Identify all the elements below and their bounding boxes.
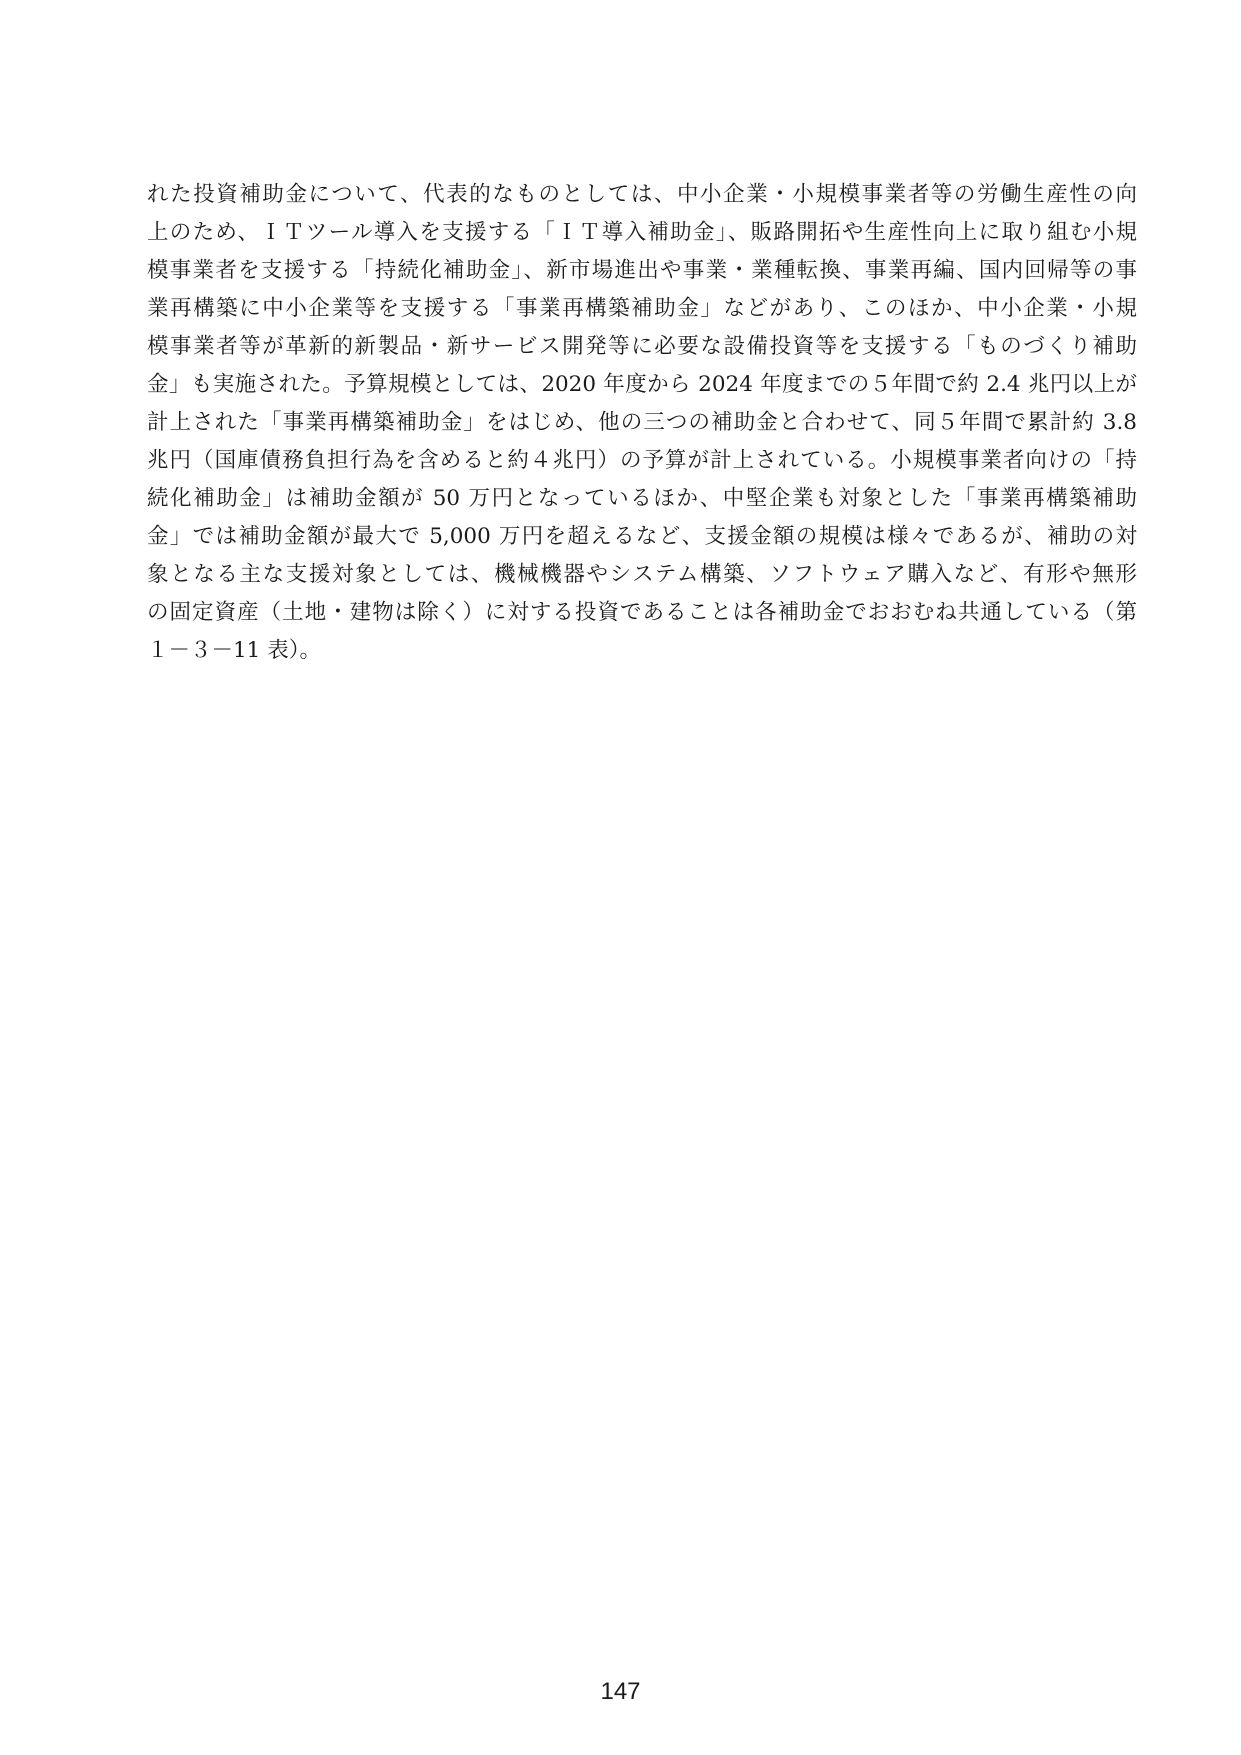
paragraph-line: 業再構築に中小企業等を支援する「事業再構築補助金」などがあり、このほか、中小企業・小規 (147, 296, 1137, 321)
paragraph-line: 金」では補助金額が最大で 5,000 万円を超えるなど、支援金額の規模は様々であるが、補助の対 (147, 524, 1137, 549)
paragraph-line: の固定資産（土地・建物は除く）に対する投資であることは各補助金でおおむね共通している（第 (147, 600, 1137, 625)
paragraph-line: 計上された「事業再構築補助金」をはじめ、他の三つの補助金と合わせて、同５年間で累計約 3.8 (147, 410, 1137, 435)
paragraph-line: 続化補助金」は補助金額が 50 万円となっているほか、中堅企業も対象とした「事業再構築補助 (147, 486, 1137, 511)
body-paragraph (147, 176, 1137, 670)
paragraph-line: 模事業者等が革新的新製品・新サービス開発等に必要な設備投資等を支援する「ものづくり補助 (147, 334, 1137, 359)
paragraph-line: 象となる主な支援対象としては、機械機器やシステム構築、ソフトウェア購入など、有形や無形 (147, 562, 1137, 587)
page-number: 147 (600, 1678, 641, 1705)
paragraph-line: れた投資補助金について、代表的なものとしては、中小企業・小規模事業者等の労働生産性の向 (147, 182, 1137, 207)
paragraph-line: 模事業者を支援する「持続化補助金」、新市場進出や事業・業種転換、事業再編、国内回帰等の事 (147, 258, 1137, 283)
paragraph-line: 金」も実施された。予算規模としては、2020 年度から 2024 年度までの５年間で約 2.4 兆円以上が (147, 372, 1137, 397)
paragraph-line-last: １－３－11 表）。 (147, 638, 321, 663)
paragraph-line: 兆円（国庫債務負担行為を含めると約４兆円）の予算が計上されている。小規模事業者向けの「持 (147, 448, 1137, 473)
paragraph-line: 上のため、ＩＴツール導入を支援する「ＩＴ導入補助金」、販路開拓や生産性向上に取り組む小規 (147, 220, 1137, 245)
